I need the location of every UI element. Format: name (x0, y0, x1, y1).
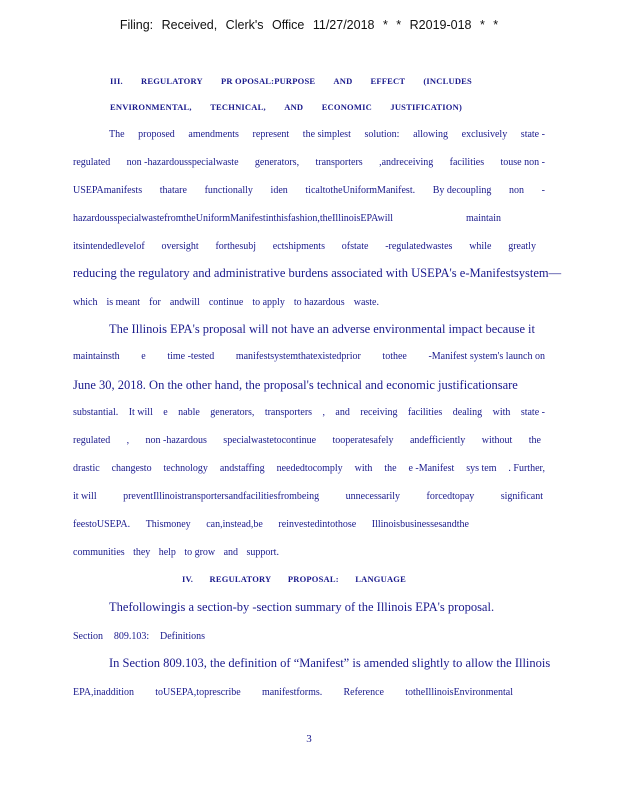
word: REGULATORY (209, 574, 272, 584)
word: environmental (373, 322, 446, 336)
para2-line (73, 434, 541, 448)
word: touse non - (500, 157, 545, 168)
word: ENVIRONMENTAL, (110, 102, 192, 112)
word: following (128, 600, 178, 614)
word: generators, (210, 407, 255, 418)
para1-line (73, 156, 545, 170)
word: ,andreceiving (379, 157, 434, 168)
word: ectshipments (272, 241, 325, 252)
word: LANGUAGE (355, 574, 406, 584)
word: reducing the regulatory and administrative burdens associated with USEPA's e-Manifestsystem (73, 266, 549, 280)
word: The (109, 600, 129, 614)
para2-line (73, 490, 543, 504)
word: totheIllinoisEnvironmental (405, 687, 513, 698)
word: to grow (184, 547, 216, 558)
para2-line (73, 518, 469, 532)
word: - (541, 185, 545, 196)
word: the (528, 435, 541, 446)
word: maintain (466, 213, 501, 224)
word: PROPOSAL: (287, 574, 339, 584)
word: itsintendedlevelof (73, 241, 145, 252)
word: , (322, 407, 325, 418)
word: generators, (254, 157, 300, 168)
para2-line (73, 350, 545, 364)
word: AND (333, 76, 353, 86)
word: REGULATORY (140, 76, 203, 86)
word: feestoUSEPA. (73, 519, 131, 530)
word: Illinoisbusinessesandthe (371, 519, 469, 530)
word: allowing (413, 129, 449, 140)
para2-line (73, 462, 545, 476)
word: without (481, 435, 513, 446)
word: is a section (177, 600, 233, 614)
word: e -Manifest (408, 463, 455, 474)
word: transporters (264, 407, 313, 418)
word: preventIllinoistransportersandfacilitiesfrombeing (123, 491, 320, 502)
word: , (126, 435, 130, 446)
word: is meant (106, 297, 141, 308)
word: with (492, 407, 511, 418)
word: sys tem (466, 463, 497, 474)
word: help (158, 547, 176, 558)
word: transporters (315, 157, 363, 168)
word: e (163, 407, 168, 418)
word: continue (208, 297, 244, 308)
word: which (73, 297, 98, 308)
word: 809.103: (113, 631, 150, 642)
word: -by -section summary of the Illinois EPA's proposal. (232, 600, 495, 614)
word: regulated (73, 157, 111, 168)
word: neededtocomply (276, 463, 343, 474)
word: non (509, 185, 524, 196)
word: forcedtopay (426, 491, 475, 502)
word: ticaltotheUniformManifest. (305, 185, 416, 196)
para1-line (73, 212, 501, 226)
word: receiving (360, 407, 398, 418)
para1-line (73, 296, 379, 310)
word: toUSEPA,toprescribe (155, 687, 241, 698)
word: June 30, 2018. On the other hand, the proposal's technical and economic justifications (73, 378, 503, 392)
word: to apply (252, 297, 285, 308)
word: oversight (161, 241, 199, 252)
section-heading-line2 (110, 102, 462, 112)
word: and (335, 407, 350, 418)
word: andwill (169, 297, 200, 308)
word: with (354, 463, 373, 474)
page-number: 3 (306, 733, 312, 745)
para2-line (109, 322, 535, 336)
word: ofstate (341, 241, 369, 252)
word: IV. (182, 574, 194, 584)
word: drastic (73, 463, 100, 474)
word: AND (284, 102, 304, 112)
word: (INCLUDES (423, 76, 472, 86)
section-heading (182, 574, 406, 584)
word: adverse (332, 322, 371, 336)
para2-line (73, 378, 518, 392)
word: e (141, 351, 146, 362)
word: for (149, 297, 161, 308)
word: PR OPOSAL:PURPOSE (220, 76, 316, 86)
para2-line (73, 406, 545, 420)
word: In Section 809.103, the definition of “Manifest” is amended slightly to allow the Illinois (109, 656, 551, 670)
word: facilities (407, 407, 443, 418)
word: specialwastetocontinue (223, 435, 317, 446)
word: EFFECT (370, 76, 406, 86)
word: they (133, 547, 151, 558)
section4-intro (109, 600, 495, 614)
word: amendments (188, 129, 239, 140)
para1-line (73, 266, 562, 280)
section4-para-line (73, 686, 513, 700)
word: state - (520, 407, 545, 418)
para1-line (109, 128, 545, 142)
word: impact (448, 322, 483, 336)
word: TECHNICAL, (210, 102, 266, 112)
word: III. (110, 76, 123, 86)
word: By decoupling (432, 185, 492, 196)
word: state - (520, 129, 545, 140)
word: non -hazardous (145, 435, 207, 446)
section4-para-line (109, 656, 551, 670)
word: manifestforms. (261, 687, 323, 698)
word: changesto (111, 463, 152, 474)
word: waste. (353, 297, 379, 308)
para2-line (73, 546, 279, 560)
word: functionally (204, 185, 253, 196)
word: solution: (364, 129, 400, 140)
word: It will (128, 407, 153, 418)
word: technology (163, 463, 208, 474)
word: are (502, 378, 518, 392)
word: reinvestedintothose (278, 519, 357, 530)
word: forthesubj (215, 241, 256, 252)
word: regulated (73, 435, 111, 446)
word: and (223, 547, 239, 558)
word: andefficiently (409, 435, 466, 446)
word: Reference (343, 687, 384, 698)
section-heading-line1 (110, 76, 472, 86)
word: non -hazardousspecialwaste (126, 157, 239, 168)
word: it will (73, 491, 97, 502)
word: manifestsystemthatexistedprior (235, 351, 361, 362)
word: The Illinois EPA's proposal will not have (109, 322, 315, 336)
word: Definitions (160, 631, 205, 642)
word: dealing (452, 407, 483, 418)
para1-line (73, 240, 536, 254)
word: while (469, 241, 492, 252)
word: EPA,inaddition (73, 687, 135, 698)
word: JUSTIFICATION) (390, 102, 462, 112)
word: ECONOMIC (321, 102, 372, 112)
word: tothee (382, 351, 407, 362)
word: communities (73, 547, 125, 558)
word: thatare (159, 185, 187, 196)
word: proposed (138, 129, 175, 140)
word: unnecessarily (345, 491, 401, 502)
word: . Further, (508, 463, 545, 474)
word: exclusively (461, 129, 508, 140)
word: it (528, 322, 535, 336)
word: facilities (449, 157, 485, 168)
filing-stamp: Filing: Received, Clerk's Office 11/27/2018 * * R2019-018 * * (119, 18, 499, 32)
para1-line (73, 184, 545, 198)
word: Section (73, 631, 103, 642)
word: USEPAmanifests (73, 185, 143, 196)
word: significant (500, 491, 543, 502)
word: time -tested (167, 351, 215, 362)
word: The (109, 129, 125, 140)
word: hazardousspecialwastefromtheUniformManifestinthisfashion,theIllinoisEPAwill (73, 213, 394, 224)
word: represent (252, 129, 290, 140)
word: tooperatesafely (332, 435, 394, 446)
word: greatly (508, 241, 536, 252)
word: can,instead,be (206, 519, 263, 530)
word: andstaffing (219, 463, 265, 474)
word: nable (178, 407, 200, 418)
word: iden (270, 185, 288, 196)
word: Thismoney (145, 519, 191, 530)
word: support. (246, 547, 279, 558)
word: maintainsth (73, 351, 120, 362)
word: -Manifest system's launch on (428, 351, 545, 362)
word: to hazardous (293, 297, 345, 308)
word: — (548, 266, 562, 280)
word: because (485, 322, 526, 336)
word: an (317, 322, 330, 336)
subsection-heading (73, 630, 205, 644)
word: -regulatedwastes (385, 241, 453, 252)
word: the (384, 463, 397, 474)
word: the simplest (302, 129, 351, 140)
word: substantial. (73, 407, 119, 418)
